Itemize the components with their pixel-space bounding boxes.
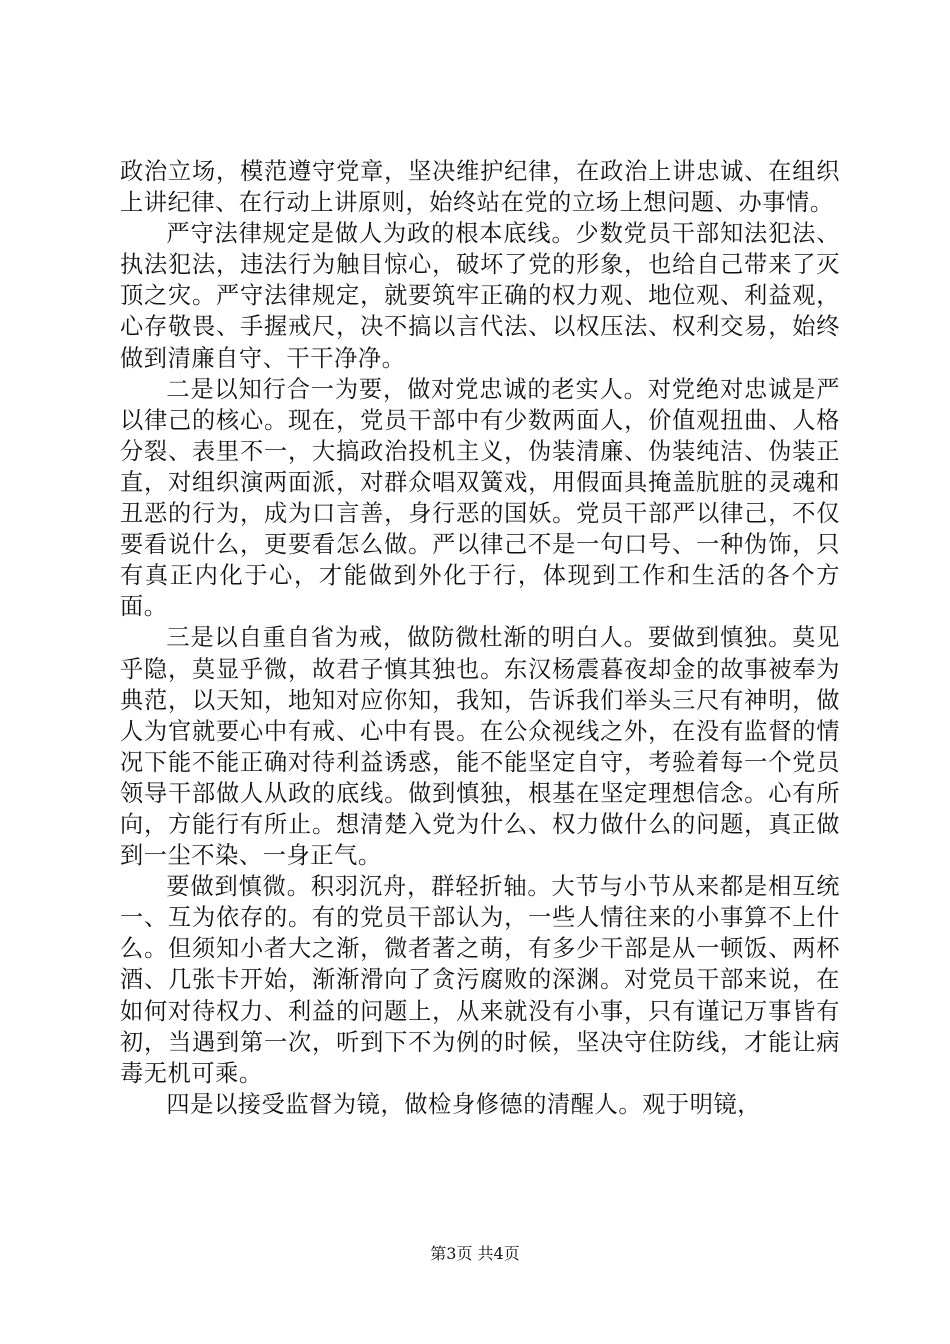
page-footer: [0, 1244, 950, 1264]
page-number-label: 第3页 共4页: [430, 1244, 520, 1263]
paragraph-6: 四是以接受监督为镜，做检身修德的清醒人。观于明镜，: [166, 1090, 762, 1118]
paragraph-2: 严守法律规定是做人为政的根本底线。少数党员干部知法犯法、执法犯法，违法行为触目惊心，破坏了党的形象，也给自己带来了灭顶之灾。严守法律规定，就要筑牢正确的权力观、地位观、利益观，心存敬畏、手握戒尺，决不搞以言代法、以权压法、权利交易，始终做到清廉自守、干干净净。: [120, 220, 840, 372]
body-text: [120, 156, 840, 1120]
paragraph-1: 政治立场，模范遵守党章，坚决维护纪律，在政治上讲忠诚、在组织上讲纪律、在行动上讲原则，始终站在党的立场上想问题、办事情。: [120, 158, 840, 217]
paragraph-5: 要做到慎微。积羽沉舟，群轻折轴。大节与小节从来都是相互统一、互为依存的。有的党员干部认为，一些人情往来的小事算不上什么。但须知小者大之渐，微者著之萌，有多少干部是从一顿饭、两杯酒、几张卡开始，渐渐滑向了贪污腐败的深渊。对党员干部来说，在如何对待权力、利益的问题上，从来就没有小事，只有谨记万事皆有初，当遇到第一次，听到下不为例的时候，坚决守住防线，才能让病毒无机可乘。: [120, 873, 840, 1087]
paragraph-3: 二是以知行合一为要，做对党忠诚的老实人。对党绝对忠诚是严以律己的核心。现在，党员干部中有少数两面人，价值观扭曲、人格分裂、表里不一，大搞政治投机主义，伪装清廉、伪装纯洁、伪装正直，对组织演两面派，对群众唱双簧戏，用假面具掩盖肮脏的灵魂和丑恶的行为，成为口言善，身行恶的国妖。党员干部严以律己，不仅要看说什么，更要看怎么做。严以律己不是一句口号、一种伪饰，只有真正内化于心，才能做到外化于行，体现到工作和生活的各个方面。: [120, 375, 840, 621]
paragraph-4: 三是以自重自省为戒，做防微杜渐的明白人。要做到慎独。莫见乎隐，莫显乎微，故君子慎其独也。东汉杨震暮夜却金的故事被奉为典范，以天知，地知对应你知，我知，告诉我们举头三尺有神明，做人为官就要心中有戒、心中有畏。在公众视线之外，在没有监督的情况下能不能正确对待利益诱惑，能不能坚定自守，考验着每一个党员领导干部做人从政的底线。做到慎独，根基在坚定理想信念。心有所向，方能行有所止。想清楚入党为什么、权力做什么的问题，真正做到一尘不染、一身正气。: [120, 624, 840, 870]
